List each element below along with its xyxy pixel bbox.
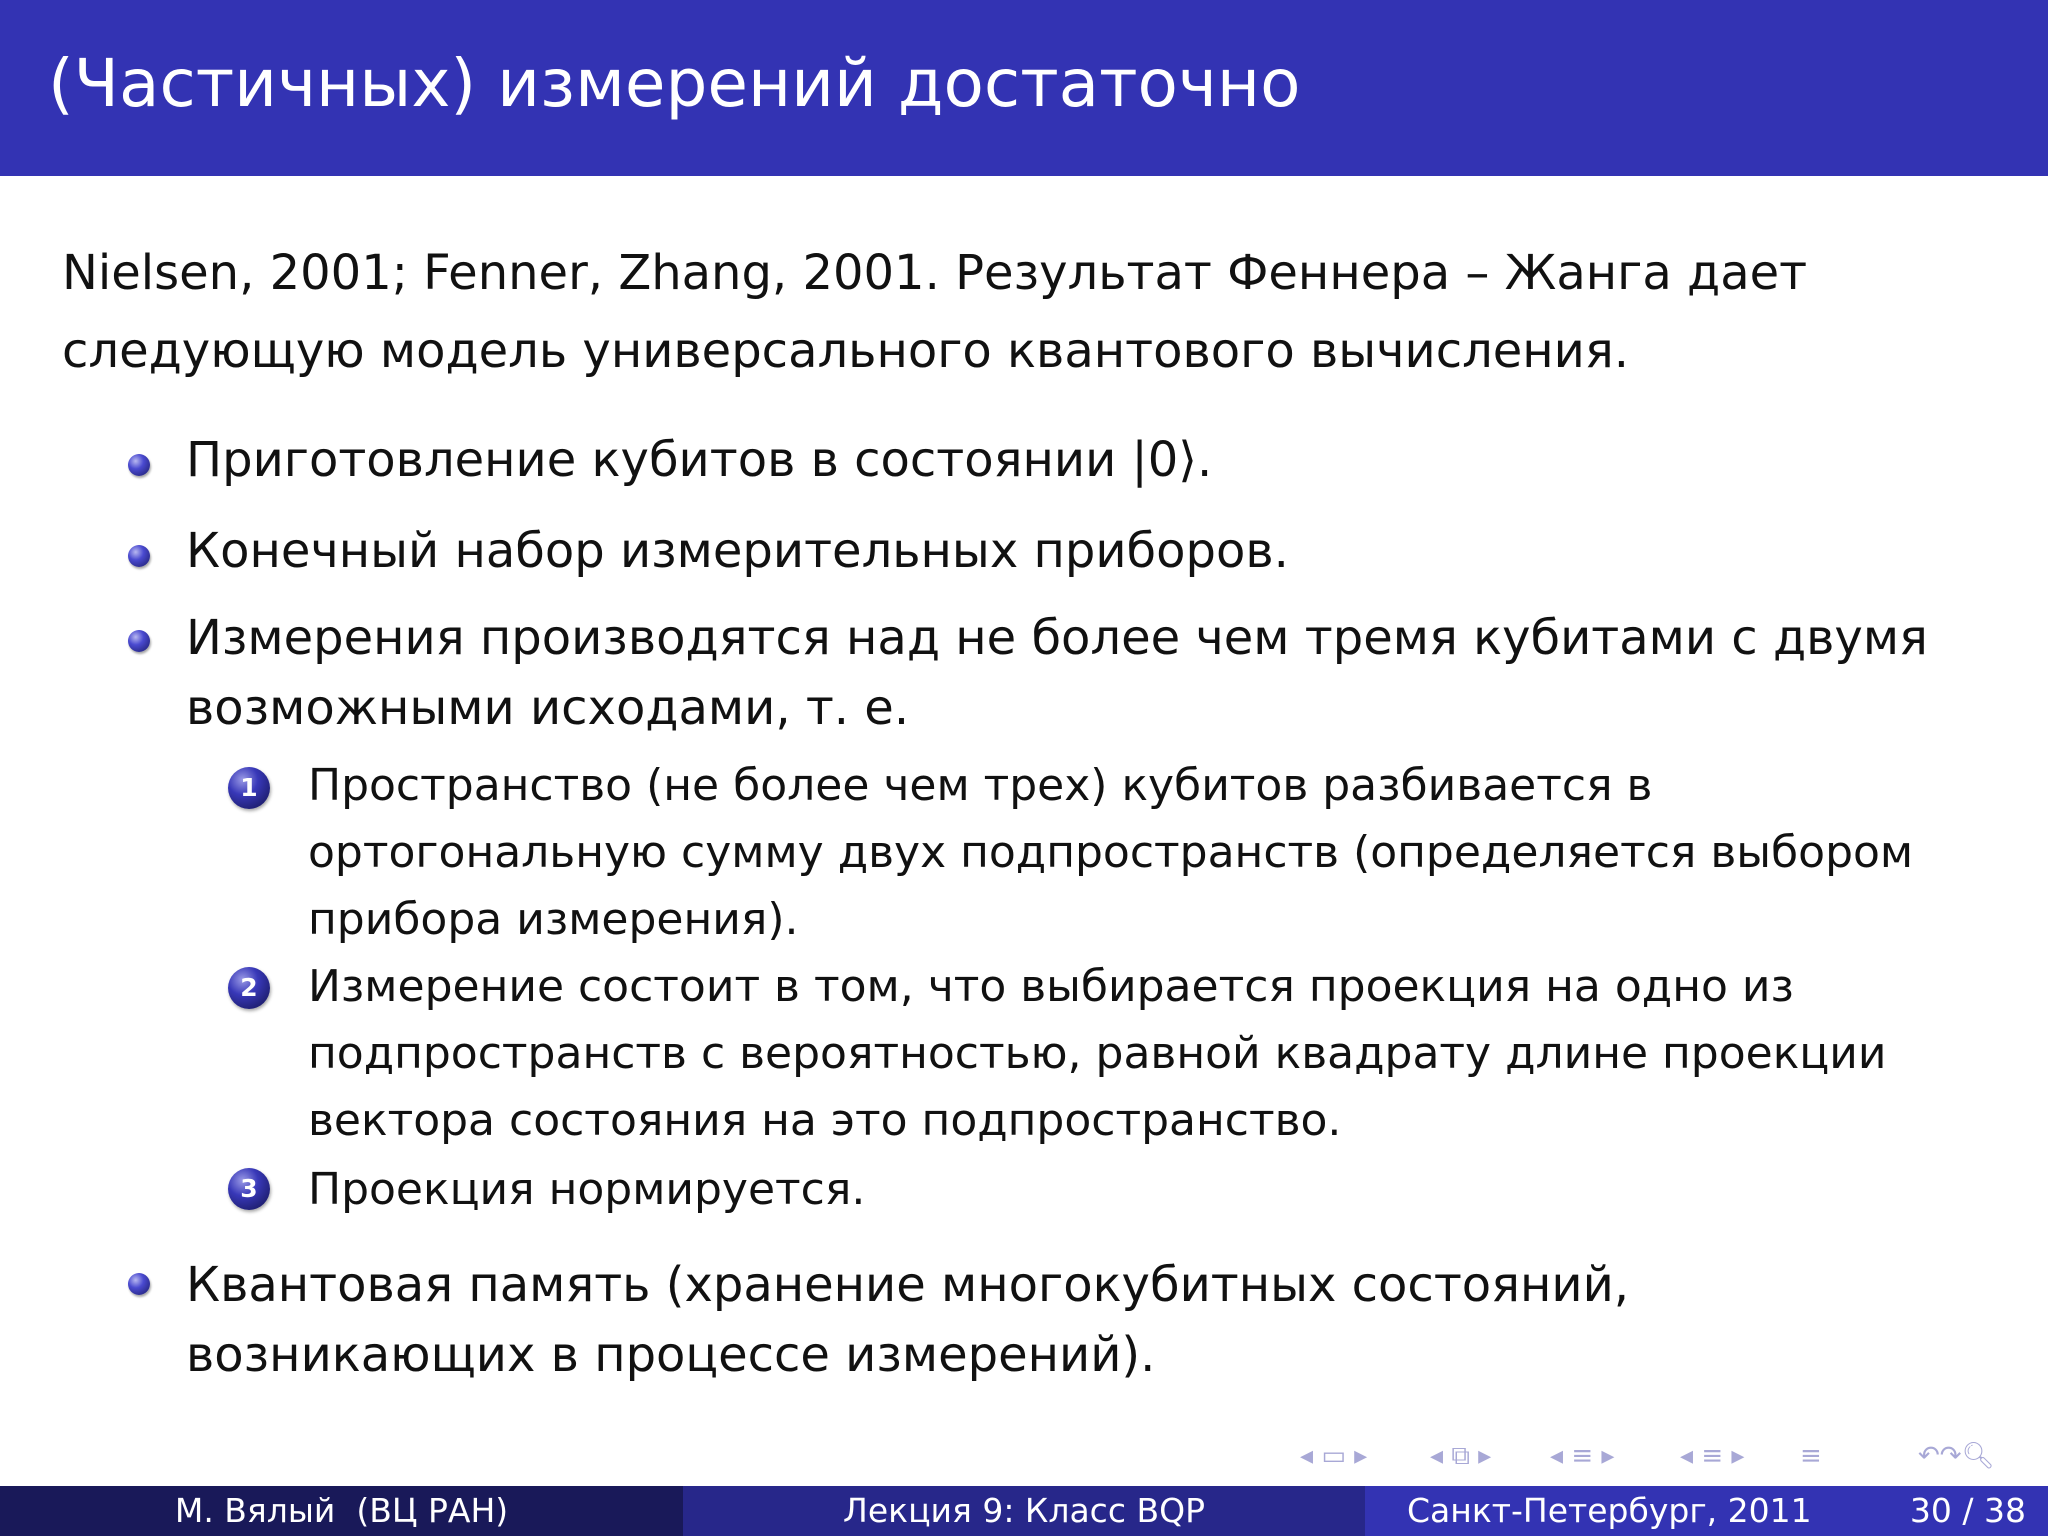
enum-item-1: Пространство (не более чем трех) кубитов разбивается в ортогональную сумму двух подпространств (определяется выбором прибора измерения).: [308, 760, 1914, 945]
bullet-item-1: Приготовление кубитов в состоянии |0⟩.: [186, 432, 1213, 488]
nav-align-icon[interactable]: ≡: [1800, 1441, 1822, 1471]
footer-author-text: М. Вялый (ВЦ РАН): [174, 1491, 509, 1530]
page-number: 30 / 38: [1909, 1491, 2026, 1530]
slide-title: (Частичных) измерений достаточно: [48, 45, 1301, 122]
nav-subsection-icon[interactable]: ◂ ≡ ▸: [1550, 1441, 1615, 1471]
nav-first-icon[interactable]: ◂ ▭ ▸: [1300, 1441, 1368, 1471]
bullet-ball-icon: [128, 1273, 150, 1295]
bullet-item-3: Измерения производятся над не более чем тремя кубитами с двумя возможными исходами, т. е.: [186, 610, 1928, 736]
intro-paragraph: Nielsen, 2001; Fenner, Zhang, 2001. Результат Феннера – Жанга дает следующую модель универсального квантового вычисления.: [62, 245, 1808, 379]
footer-lecture: [683, 1486, 1365, 1536]
enum-badge-2-icon: 2: [228, 967, 270, 1009]
bullet-ball-icon: [128, 545, 150, 567]
bullet-item-2: Конечный набор измерительных приборов.: [186, 523, 1289, 579]
nav-section-icon[interactable]: ◂ ≡ ▸: [1680, 1441, 1745, 1471]
enum-badge-1-icon: 1: [228, 767, 270, 809]
nav-frame-icon[interactable]: ◂ ⧉ ▸: [1430, 1441, 1492, 1471]
enum-badge-3-icon: 3: [228, 1168, 270, 1210]
footer-place: Санкт-Петербург, 2011: [1407, 1491, 1812, 1530]
footer-lecture-text: Лекция 9: Класс BQP: [843, 1491, 1205, 1530]
enum-item-3: Проекция нормируется.: [308, 1164, 866, 1215]
enum-item-2: Измерение состоит в том, что выбирается проекция на одно из подпространств с вероятностью, равной квадрату длине проекции вектора состояния на это подпространство.: [308, 961, 1887, 1146]
footer-bar: [0, 1486, 2048, 1536]
beamer-navigation: [1300, 1438, 2040, 1474]
title-bar: [0, 0, 2048, 176]
footer-author: [0, 1486, 683, 1536]
footer-right: [1365, 1486, 2048, 1536]
bullet-ball-icon: [128, 630, 150, 652]
bullet-item-4: Квантовая память (хранение многокубитных состояний, возникающих в процессе измерений).: [186, 1257, 1630, 1383]
bullet-ball-icon: [128, 454, 150, 476]
nav-search-icon[interactable]: ↶↷🔍︎: [1918, 1441, 1995, 1471]
